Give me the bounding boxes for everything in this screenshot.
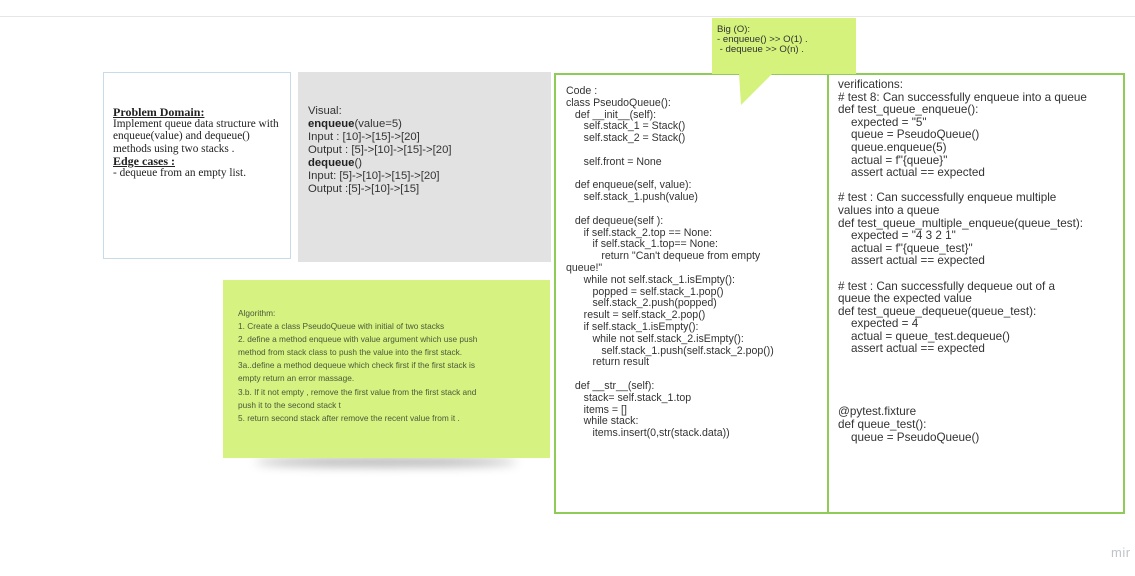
verification-line: actual = f"{queue_test}": [838, 241, 973, 255]
edge-cases-title: Edge cases :: [113, 153, 175, 168]
visual-enqueue-input: Input : [10]->[15]->[20]: [308, 131, 420, 143]
big-o-bubble[interactable]: [712, 18, 856, 74]
code-line: items = []: [566, 403, 627, 416]
code-line: [566, 145, 827, 157]
verification-line: actual = f"{queue}": [838, 153, 948, 167]
algorithm-line: Algorithm:: [238, 308, 276, 318]
verification-line: expected = 4: [838, 317, 919, 331]
algorithm-note-shadow: [255, 458, 517, 466]
verification-line: # test : Can successfully dequeue out of a: [838, 279, 1056, 293]
visual-card[interactable]: [298, 72, 551, 262]
code-line: result = self.stack_2.pop(): [566, 309, 706, 322]
visual-enqueue-line: [308, 118, 542, 131]
code-line: Code :: [566, 85, 598, 97]
code-line: self.stack_1 = Stack(): [566, 120, 686, 133]
problem-domain-text: Implement queue data structure with enqueue(value) and dequeue() methods using two stacks .: [113, 118, 279, 155]
dequeue-method-name: dequeue: [308, 157, 355, 169]
verifications-card[interactable]: [827, 73, 1125, 514]
code-line: queue!": [566, 261, 603, 274]
visual-enqueue-output: Output : [5]->[10]->[15]->[20]: [308, 144, 452, 156]
algorithm-sticky-note[interactable]: [223, 280, 550, 458]
verification-line: [838, 369, 1123, 382]
visual-dequeue-output: Output :[5]->[10]->[15]: [308, 183, 420, 195]
code-line: while stack:: [566, 415, 639, 428]
code-line: return "Can't dequeue from empty: [566, 250, 761, 263]
verification-line: assert actual == expected: [838, 342, 985, 356]
verification-line: queue = PseudoQueue(): [838, 430, 980, 444]
verification-line: [838, 356, 1123, 369]
verification-line: expected = "5": [838, 115, 927, 129]
code-line: popped = self.stack_1.pop(): [566, 285, 724, 298]
verification-line: actual = queue_test.dequeue(): [838, 329, 1010, 343]
code-line: return result: [566, 356, 650, 369]
code-line: if self.stack_2.top == None:: [566, 226, 713, 239]
code-line: def __str__(self):: [566, 379, 655, 392]
algorithm-line: 3.b. If it not empty , remove the first value from the first stack and: [238, 386, 477, 397]
verification-line: # test : Can successfully enqueue multiple: [838, 191, 1057, 205]
visual-heading: Visual:: [308, 105, 342, 117]
code-line: while not self.stack_1.isEmpty():: [566, 273, 735, 286]
visual-dequeue-input: Input: [5]->[10]->[15]->[20]: [308, 170, 440, 182]
code-line: def enqueue(self, value):: [566, 179, 692, 192]
big-o-line: - enqueue() >> O(1) .: [717, 34, 808, 46]
code-line: stack= self.stack_1.top: [566, 391, 692, 404]
big-o-line: - dequeue >> O(n) .: [717, 44, 804, 56]
verification-line: def test_queue_dequeue(queue_test):: [838, 304, 1037, 318]
enqueue-method-name: enqueue: [308, 118, 355, 130]
big-o-line: Big (O):: [717, 24, 751, 35]
algorithm-line: push it to the second stack t: [238, 399, 341, 410]
verification-line: assert actual == expected: [838, 166, 985, 180]
algorithm-line: 5. return second stack after remove the recent value from it .: [238, 412, 460, 423]
code-line: self.stack_2 = Stack(): [566, 132, 686, 145]
problem-domain-card[interactable]: [103, 72, 291, 259]
edge-cases-text: - dequeue from an empty list.: [113, 167, 247, 180]
enqueue-method-args: (value=5): [354, 118, 402, 130]
algorithm-line: 3a..define a method dequeue which check first if the first stack is: [238, 360, 476, 371]
code-line: [566, 204, 827, 216]
code-line: items.insert(0,str(stack.data)): [566, 427, 730, 440]
code-line: self.stack_1.push(self.stack_2.pop()): [566, 344, 774, 357]
verification-line: queue = PseudoQueue(): [838, 128, 980, 142]
algorithm-line: 2. define a method enqueue with value argument which use push: [238, 334, 478, 345]
verification-line: values into a queue: [838, 203, 940, 217]
verification-line: queue the expected value: [838, 292, 972, 306]
verification-line: queue.enqueue(5): [838, 140, 947, 154]
verification-line: [838, 381, 1123, 394]
visual-dequeue-line: [308, 157, 542, 170]
verification-line: @pytest.fixture: [838, 405, 917, 419]
big-o-bubble-tail: [739, 73, 773, 105]
code-line: while not self.stack_2.isEmpty():: [566, 332, 744, 345]
algorithm-line: 1. Create a class PseudoQueue with initial of two stacks: [238, 321, 445, 332]
verification-line: assert actual == expected: [838, 254, 985, 268]
verification-line: [838, 268, 1123, 281]
brand-watermark: mir: [1111, 545, 1131, 560]
dequeue-method-args: (): [354, 157, 362, 169]
code-card[interactable]: [554, 73, 827, 514]
code-line: if self.stack_1.top== None:: [566, 238, 718, 251]
code-line: if self.stack_1.isEmpty():: [566, 320, 699, 333]
problem-domain-title: Problem Domain:: [113, 105, 205, 119]
code-line: class PseudoQueue():: [566, 96, 671, 109]
code-line: self.front = None: [566, 155, 662, 168]
verification-line: def queue_test():: [838, 418, 927, 432]
verification-line: expected = "4 3 2 1": [838, 229, 956, 243]
algorithm-line: empty return an error massage.: [238, 373, 355, 384]
algorithm-line: method from stack class to push the value into the first stack.: [238, 347, 463, 358]
verification-line: def test_queue_multiple_enqueue(queue_test):: [838, 216, 1083, 230]
top-divider: [0, 16, 1135, 17]
code-line: def dequeue(self ):: [566, 214, 664, 227]
verification-line: verifications:: [838, 78, 903, 91]
code-line: self.stack_1.push(value): [566, 191, 698, 204]
verification-line: # test 8: Can successfully enqueue into a queue: [838, 90, 1087, 104]
code-line: self.stack_2.push(popped): [566, 297, 717, 310]
verification-line: def test_queue_enqueue():: [838, 103, 979, 117]
code-line: def __init__(self):: [566, 108, 657, 121]
